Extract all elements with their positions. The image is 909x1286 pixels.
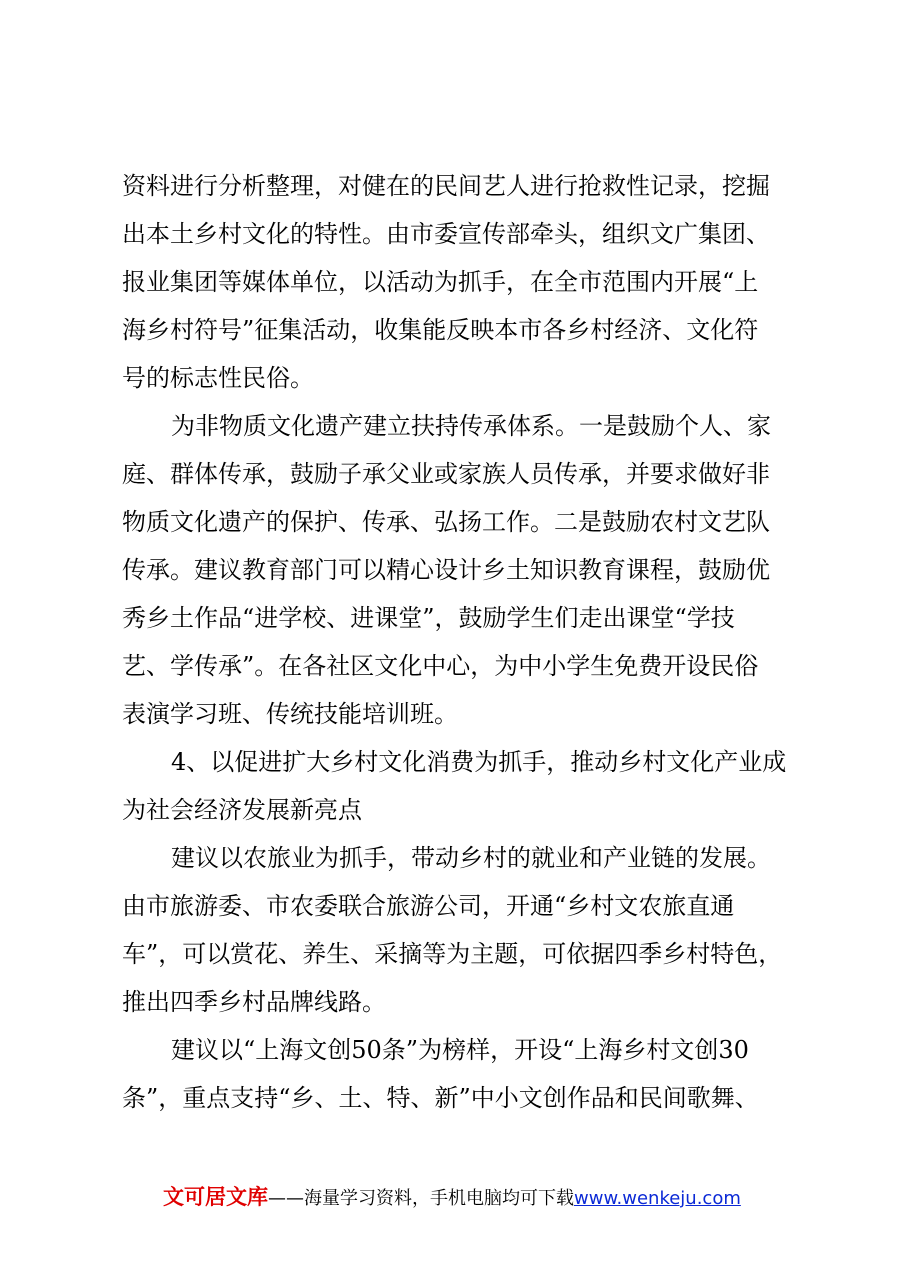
text-line: 海乡村符号”征集活动，收集能反映本市各乡村经济、文化符 [122,316,759,344]
text-line: 建议以农旅业为抓手，带动乡村的就业和产业链的发展。 [171,844,771,872]
text-line: 表演学习班、传统技能培训班。 [122,700,458,728]
text-line: 条”，重点支持“乡、土、特、新”中小文创作品和民间歌舞、 [122,1084,759,1112]
text-line: 秀乡土作品“进学校、进课堂”，鼓励学生们走出课堂“学技 [122,604,735,632]
text-line: 建议以“上海文创50条”为榜样，开设“上海乡村文创30 [171,1036,749,1064]
website-link[interactable]: www.wenkeju.com [574,1188,741,1209]
text-line: 号的标志性民俗。 [122,364,314,392]
text-line: 车”，可以赏花、养生、采摘等为主题，可依据四季乡村特色， [122,940,783,968]
section-heading-line: 为社会经济发展新亮点 [122,796,362,824]
text-line: 艺、学传承”。在各社区文化中心，为中小学生免费开设民俗 [122,652,759,680]
text-line: 推出四季乡村品牌线路。 [122,988,386,1016]
text-line: 报业集团等媒体单位，以活动为抓手，在全市范围内开展“上 [122,268,759,296]
text-line: 为非物质文化遗产建立扶持传承体系。一是鼓励个人、家 [171,412,771,440]
text-line: 传承。建议教育部门可以精心设计乡土知识教育课程，鼓励优 [122,556,770,584]
brand-name: 文可居文库 [163,1185,268,1209]
section-heading-line: 4、以促进扩大乡村文化消费为抓手，推动乡村文化产业成 [171,748,787,776]
page-footer [163,1181,803,1213]
document-body [122,162,812,1122]
text-line: 庭、群体传承，鼓励子承父业或家族人员传承，并要求做好非 [122,460,770,488]
text-line: 物质文化遗产的保护、传承、弘扬工作。二是鼓励农村文艺队 [122,508,770,536]
text-line: 资料进行分析整理，对健在的民间艺人进行抢救性记录，挖掘 [122,172,770,200]
footer-tagline: ——海量学习资料，手机电脑均可下载 [268,1188,574,1209]
text-line: 由市旅游委、市农委联合旅游公司，开通“乡村文农旅直通 [122,892,735,920]
text-line: 出本土乡村文化的特性。由市委宣传部牵头，组织文广集团、 [122,220,770,248]
